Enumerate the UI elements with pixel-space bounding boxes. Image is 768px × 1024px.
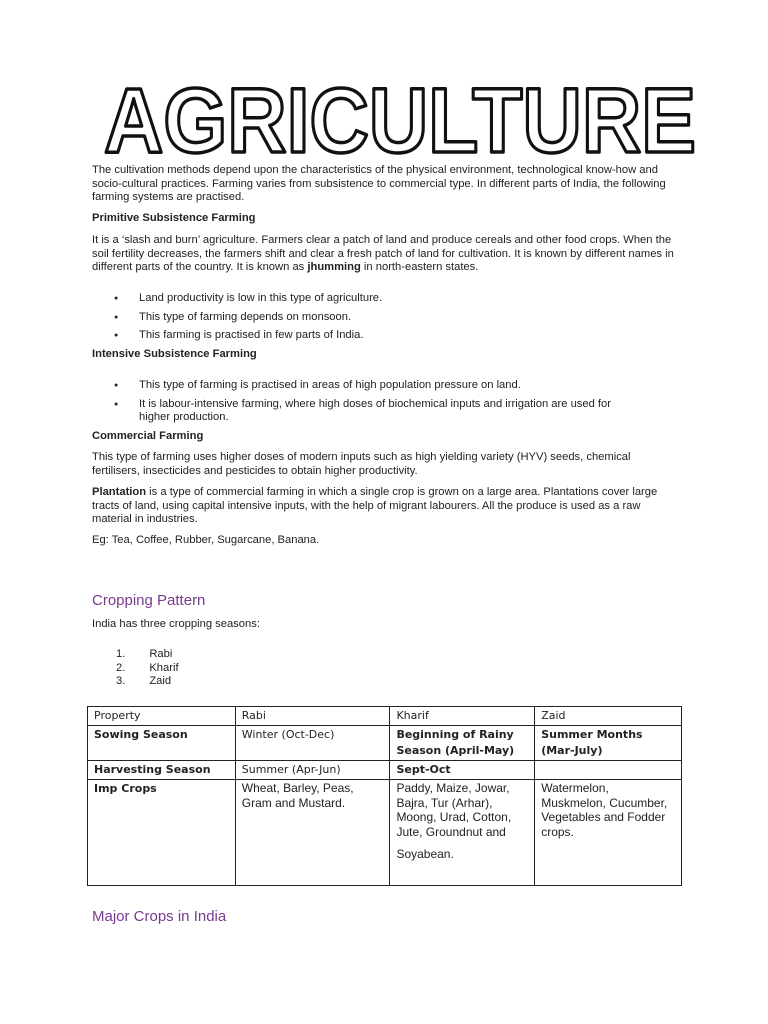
table-header-cell: Rabi	[235, 707, 390, 726]
cropping-pattern-heading: Cropping Pattern	[92, 592, 206, 609]
intensive-heading: Intensive Subsistence Farming	[92, 348, 257, 360]
list-number: 3.	[116, 675, 126, 688]
table-cell: Sept-Oct	[390, 761, 535, 780]
kharif-crops-cont: Soyabean.	[396, 847, 454, 861]
list-item: ● This type of farming is practised in areas of high population pressure on land.	[92, 379, 662, 393]
season-name: Kharif	[149, 661, 179, 674]
kharif-crops: Paddy, Maize, Jowar, Bajra, Tur (Arhar), Moong, Urad, Cotton, Jute, Groundnut and	[396, 781, 512, 839]
table-header-row	[88, 707, 682, 726]
table-header-cell: Zaid	[535, 707, 682, 726]
list-number: 2.	[116, 661, 126, 674]
cropping-seasons-table	[87, 706, 682, 886]
table-cell: Watermelon, Muskmelon, Cucumber, Vegetables and Fodder crops.	[535, 780, 682, 886]
table-header-cell: Property	[88, 707, 236, 726]
major-crops-heading: Major Crops in India	[92, 908, 227, 925]
table-cell: Summer (Apr-Jun)	[235, 761, 390, 780]
table-cell: Winter (Oct-Dec)	[235, 726, 390, 761]
table-cell: Summer Months (Mar-July)	[535, 726, 682, 761]
primitive-bullet-list	[92, 292, 677, 343]
list-item: ● It is labour-intensive farming, where high doses of biochemical inputs and irrigation are used for higher production.	[92, 398, 662, 425]
list-item: ● Land productivity is low in this type of agriculture.	[92, 292, 677, 306]
primitive-paragraph	[92, 234, 677, 275]
title-wordart	[100, 78, 700, 158]
primitive-heading: Primitive Subsistence Farming	[92, 212, 256, 224]
table-cell	[390, 780, 535, 886]
primitive-text-b: in north-eastern states.	[360, 261, 479, 274]
list-number: 1.	[116, 648, 126, 660]
list-item: ● This type of farming depends on monsoon.	[92, 311, 677, 325]
season-name: Zaid	[149, 675, 172, 688]
table-cell: Imp Crops	[88, 780, 236, 886]
intensive-bullet-list	[92, 379, 662, 425]
commercial-heading: Commercial Farming	[92, 430, 204, 442]
list-item	[92, 675, 179, 689]
example-line: Eg: Tea, Coffee, Rubber, Sugarcane, Banana.	[92, 534, 320, 546]
list-item: ● This farming is practised in few parts of India.	[92, 329, 677, 343]
title-text: AGRICULTURE	[104, 78, 696, 158]
list-item	[92, 648, 179, 662]
table-header-cell: Kharif	[390, 707, 535, 726]
plantation-text: is a type of commercial farming in which a single crop is grown on a large area. Plantations cover large tracts of land, using capital intensive inputs, with the help of migrant labourers. All the produce is used as a raw material in industries.	[92, 486, 658, 526]
plantation-term: Plantation	[92, 486, 147, 498]
table-row	[88, 726, 682, 761]
seasons-list	[92, 648, 179, 689]
table-cell: Beginning of Rainy Season (April-May)	[390, 726, 535, 761]
table-cell	[535, 761, 682, 780]
season-name: Rabi	[149, 648, 173, 660]
jhumming-term: jhumming	[307, 261, 361, 274]
commercial-paragraph: This type of farming uses higher doses of modern inputs such as high yielding variety (HYV) seeds, chemical fertilisers, insecticides and pesticides to obtain higher productivity.	[92, 451, 631, 477]
plantation-paragraph	[92, 486, 677, 527]
table-cell: Harvesting Season	[88, 761, 236, 780]
primitive-text-a: It is a ‘slash and burn’ agriculture. Farmers clear a patch of land and produce cereals and other food crops. When the soil fertility decreases, the farmers shift and clear a fresh patch of land for cultivation. It is known by different names in different parts of the country. It is known as	[92, 234, 674, 274]
intro-paragraph: The cultivation methods depend upon the characteristics of the physical environment, technological know-how and socio-cultural practices. Farming varies from subsistence to commercial type. In different parts of India, the following farming systems are practised.	[92, 164, 666, 204]
table-cell: Sowing Season	[88, 726, 236, 761]
table-row	[88, 761, 682, 780]
table-row	[88, 780, 682, 886]
list-item	[92, 662, 179, 676]
cropping-intro: India has three cropping seasons:	[92, 618, 260, 630]
table-cell: Wheat, Barley, Peas, Gram and Mustard.	[235, 780, 390, 886]
